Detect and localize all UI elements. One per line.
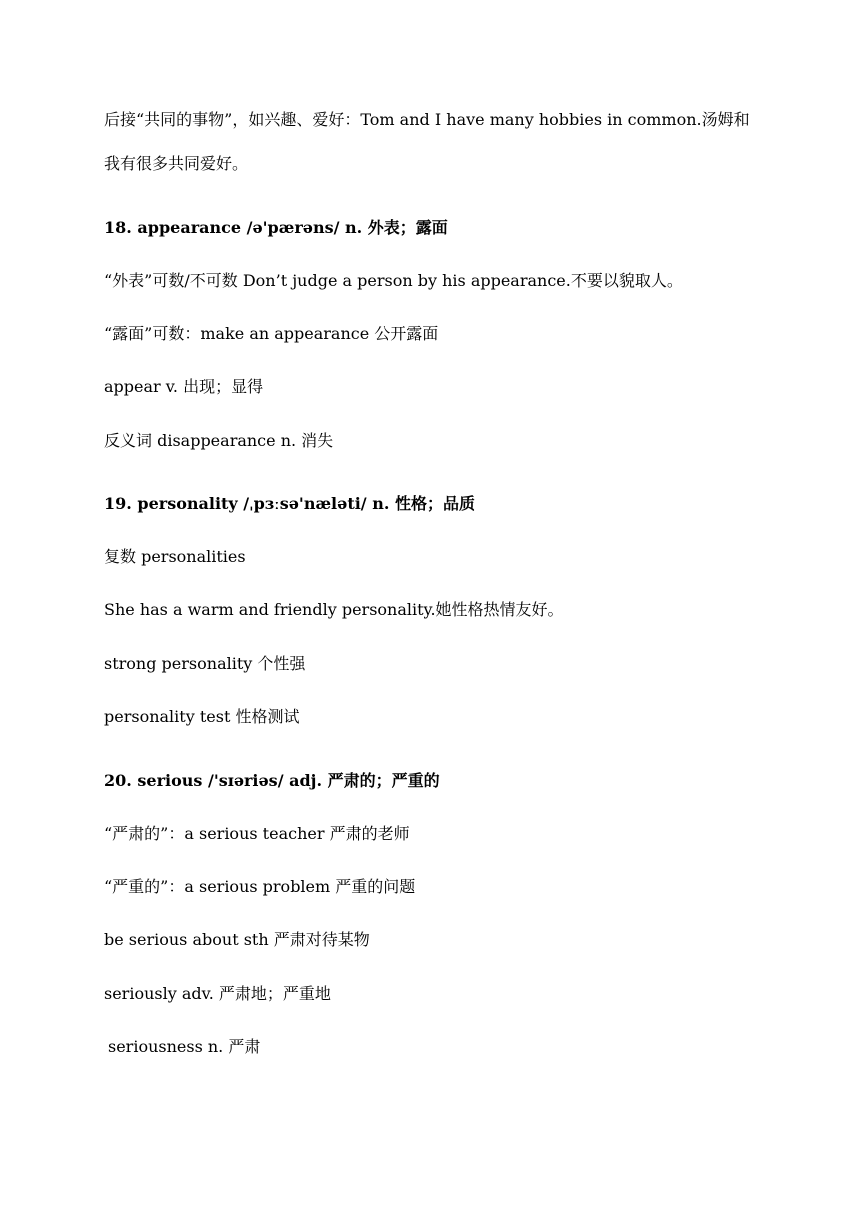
text-line-personality-test: personality test 性格测试 xyxy=(104,707,300,726)
text-line-disappearance: 反义词 disappearance n. 消失 xyxy=(104,431,334,450)
text-line-appear: appear v. 出现；显得 xyxy=(104,377,264,396)
text-line-personalities: 复数 personalities xyxy=(104,547,246,566)
entry-heading-appearance: 18. appearance /ə'pærəns/ n. 外表；露面 xyxy=(104,218,448,237)
text-line-serious-problem: “严重的”：a serious problem 严重的问题 xyxy=(104,877,416,896)
text-line-be-serious-about: be serious about sth 严肃对待某物 xyxy=(104,930,370,949)
text-line-seriously: seriously adv. 严肃地；严重地 xyxy=(104,984,331,1003)
text-line-common-continuation: 后接“共同的事物”，如兴趣、爱好：Tom and I have many hobbies in common.汤姆和 xyxy=(104,110,750,129)
text-line-seriousness: seriousness n. 严肃 xyxy=(108,1037,261,1056)
text-line-personality-example: She has a warm and friendly personality.她性格热情友好。 xyxy=(104,600,564,619)
text-line-appearance-countable: “外表”可数/不可数 Don’t judge a person by his appearance.不要以貌取人。 xyxy=(104,271,683,290)
text-line-common-translation: 我有很多共同爱好。 xyxy=(104,154,249,173)
entry-heading-personality: 19. personality /ˌpɜːsə'næləti/ n. 性格；品质 xyxy=(104,494,475,513)
text-line-strong-personality: strong personality 个性强 xyxy=(104,654,306,673)
entry-heading-serious: 20. serious /'sɪəriəs/ adj. 严肃的；严重的 xyxy=(104,771,440,790)
text-line-serious-teacher: “严肃的”：a serious teacher 严肃的老师 xyxy=(104,824,410,843)
text-line-make-appearance: “露面”可数：make an appearance 公开露面 xyxy=(104,324,439,343)
